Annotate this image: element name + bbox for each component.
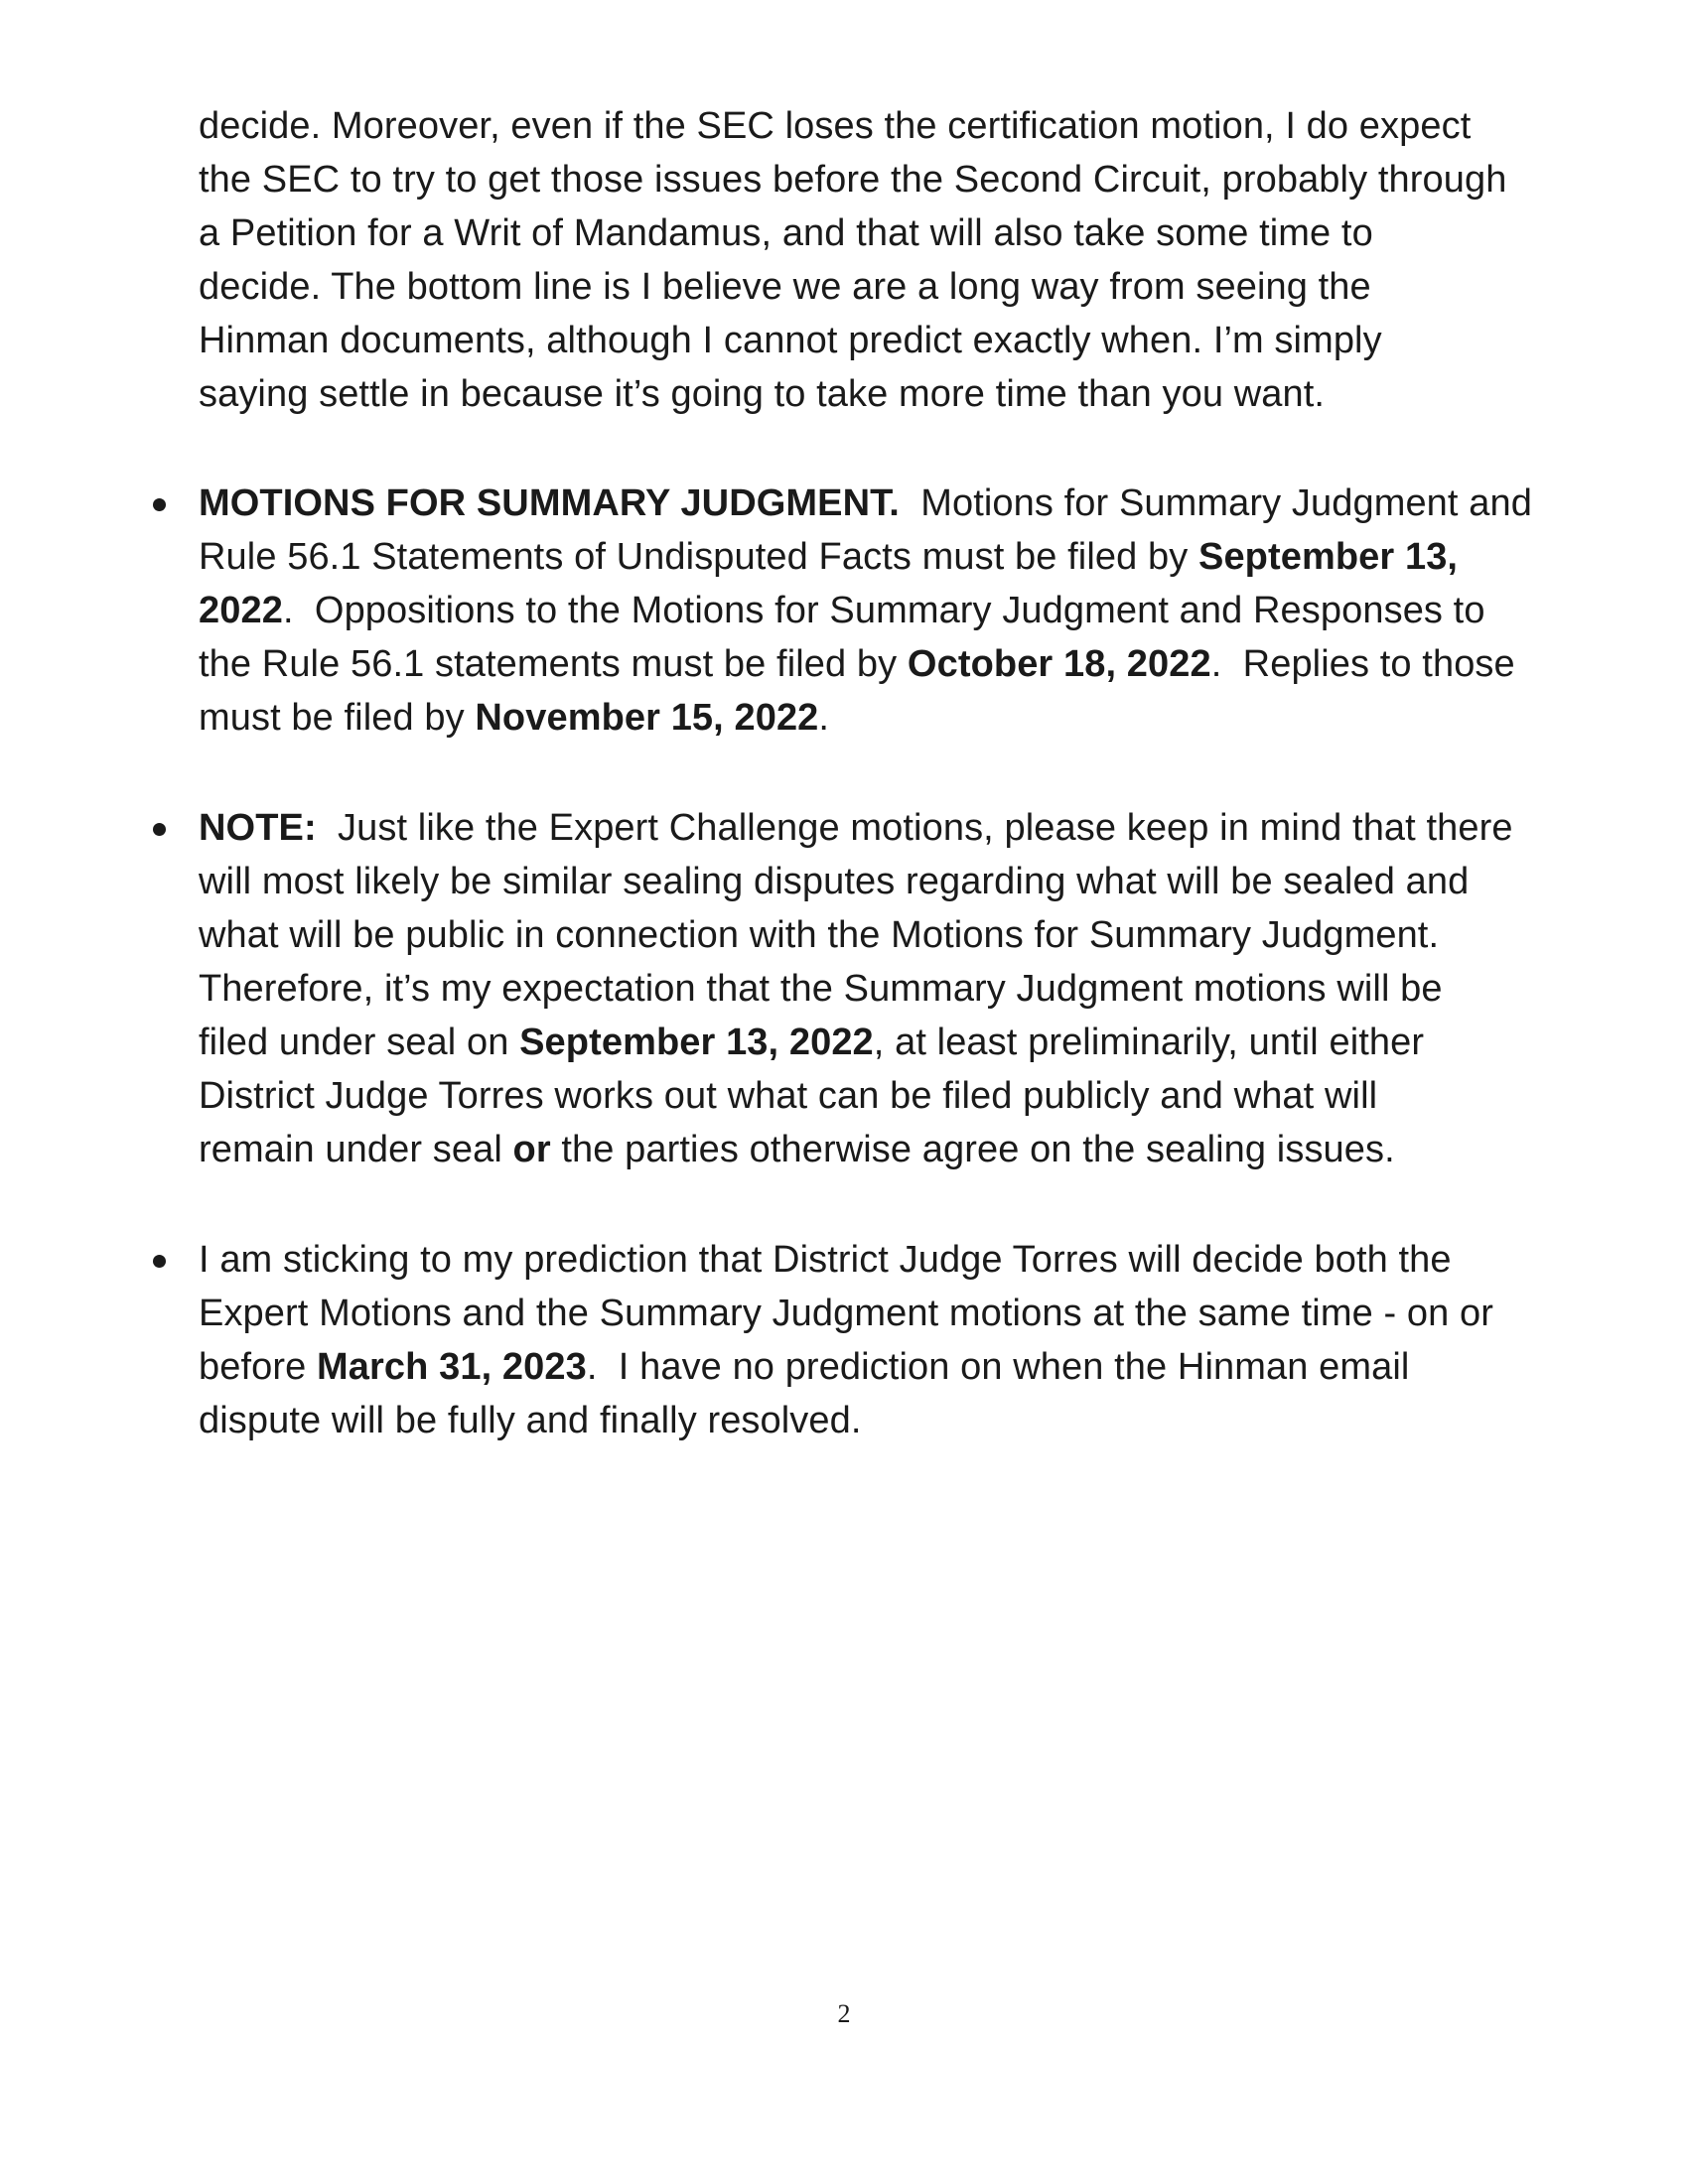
bullet1-line-2: Rule 56.1 Statements of Undisputed Facts must be filed by September 13,	[199, 536, 1459, 578]
intro-line-3: a Petition for a Writ of Mandamus, and that will also take some time to	[199, 212, 1373, 254]
intro-paragraph	[199, 99, 1589, 421]
bullet3-line-4: dispute will be fully and finally resolved.	[199, 1400, 862, 1441]
bullet2-line-7: remain under seal or the parties otherwise agree on the sealing issues.	[199, 1129, 1395, 1170]
bullet1-line-5: must be filed by November 15, 2022.	[199, 697, 830, 739]
bullet-dot-icon	[153, 823, 166, 836]
or-emphasis: or	[512, 1129, 551, 1170]
bullet3-line-1: I am sticking to my prediction that District Judge Torres will decide both the	[199, 1239, 1452, 1281]
bullet1-line-1: MOTIONS FOR SUMMARY JUDGMENT. Motions for Summary Judgment and	[199, 482, 1532, 524]
bullet2-line-6: District Judge Torres works out what can be filed publicly and what will	[199, 1075, 1378, 1117]
bullet1-line-3: 2022. Oppositions to the Motions for Summary Judgment and Responses to	[199, 590, 1485, 631]
bullet2-line-3: what will be public in connection with the Motions for Summary Judgment.	[199, 914, 1440, 956]
date-year-2022: 2022	[199, 590, 283, 631]
date-november-15: November 15, 2022	[475, 697, 819, 739]
bullet-prediction	[199, 1233, 1589, 1447]
intro-line-6: saying settle in because it’s going to take more time than you want.	[199, 373, 1326, 415]
bullet-note	[199, 801, 1589, 1176]
intro-line-1: decide. Moreover, even if the SEC loses the certification motion, I do expect	[199, 105, 1472, 147]
bullet3-line-2: Expert Motions and the Summary Judgment motions at the same time - on or	[199, 1293, 1494, 1334]
bullet2-line-1: NOTE: Just like the Expert Challenge motions, please keep in mind that there	[199, 807, 1513, 849]
date-march-31-2023: March 31, 2023	[317, 1346, 587, 1388]
bullet-dot-icon	[153, 1255, 166, 1268]
intro-line-2: the SEC to try to get those issues before the Second Circuit, probably through	[199, 159, 1507, 201]
bullet2-line-2: will most likely be similar sealing disputes regarding what will be sealed and	[199, 861, 1470, 902]
note-label: NOTE:	[199, 807, 317, 849]
bullet1-line-4: the Rule 56.1 statements must be filed by October 18, 2022. Replies to those	[199, 643, 1515, 685]
bullet3-line-3: before March 31, 2023. I have no prediction on when the Hinman email	[199, 1346, 1410, 1388]
bullet-dot-icon	[153, 498, 166, 511]
bullet2-line-4: Therefore, it’s my expectation that the Summary Judgment motions will be	[199, 968, 1443, 1010]
intro-line-5: Hinman documents, although I cannot predict exactly when. I’m simply	[199, 320, 1382, 361]
intro-line-4: decide. The bottom line is I believe we are a long way from seeing the	[199, 266, 1371, 308]
bullet-summary-judgment	[199, 477, 1589, 745]
bullet1-heading: MOTIONS FOR SUMMARY JUDGMENT.	[199, 482, 900, 524]
bullet2-line-5: filed under seal on September 13, 2022, at least preliminarily, until either	[199, 1022, 1425, 1063]
date-october-18: October 18, 2022	[907, 643, 1211, 685]
date-september-13: September 13,	[1198, 536, 1459, 578]
date-september-13-2022: September 13, 2022	[519, 1022, 874, 1063]
page-number: 2	[837, 1999, 851, 2028]
